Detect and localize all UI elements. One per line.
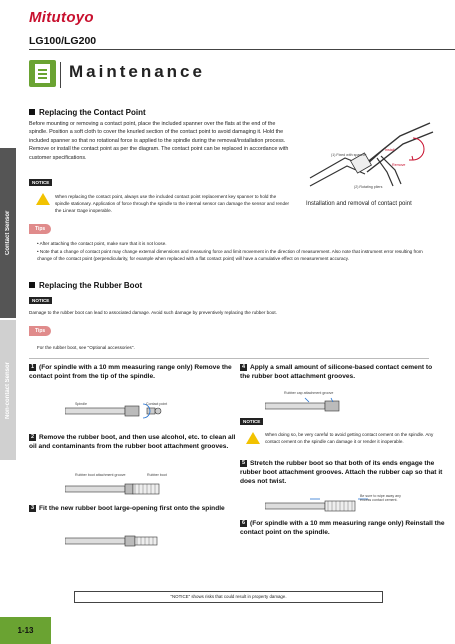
page-title: Maintenance — [69, 62, 205, 81]
step-5: 5 Stretch the rubber boot so that both of its ends engage the rubber boot attachment grooves. Attach the rubber cap so that it does not twist. — [240, 460, 443, 485]
step-4: 4 Apply a small amount of silicone-based contact cement to the rubber boot attachment grooves. — [240, 364, 433, 380]
side-tab-noncontact-sensor — [0, 320, 16, 460]
title-divider — [60, 62, 61, 88]
boot-notice-text: Damage to the rubber boot can lead to associated damage. Avoid such damage by preventively replacing the rubber boot. — [29, 310, 277, 315]
step-3: 3 Fit the new rubber boot large-opening first onto the spindle — [30, 505, 225, 512]
step-2: 2 Remove the rubber boot, and then use alcohol, etc. to clean all oil and contaminants from the rubber boot attachment grooves. — [29, 434, 236, 450]
notice-badge: NOTICE — [29, 297, 52, 304]
diagram-caption: Installation and removal of contact point — [306, 201, 412, 207]
figure-rubber-boot — [65, 478, 185, 500]
warning-icon — [36, 193, 50, 205]
figure-label-contact-point: Contact point — [146, 402, 168, 406]
page-number: 1-13 — [0, 617, 51, 644]
side-tab-label: Contact Sensor — [5, 210, 11, 256]
figure-cement-grooves — [265, 396, 385, 416]
step-1: 1 (For spindle with a 10 mm measuring range only) Remove the contact point from the tip of the spindle. — [29, 364, 232, 380]
boot-notice2-text: When doing so, be very careful to avoid getting contact cement on the spindle. Any contact cement on the spindle can damage it or render it inoperable. — [265, 432, 434, 445]
contact-notice-text: When replacing the contact point, always use the included contact point replacement key spanner to hold the spindle stationary. Application of force through the spindle to the internal sensor can damage the sensor and render the Linear Gage inoperable. — [55, 194, 290, 214]
figure-label-groove: Rubber boot attachment groove — [75, 473, 126, 477]
tips-badge: Tips — [29, 224, 51, 234]
notice-badge: NOTICE — [29, 179, 52, 186]
figure-label-spindle: Spindle — [75, 402, 87, 406]
side-tab-contact-sensor — [0, 148, 16, 318]
tip-item: For the rubber boot, see "Optional accessories". — [37, 345, 135, 350]
contact-point-diagram — [305, 118, 435, 212]
diagram-label-install: Install — [385, 148, 395, 152]
tip-item: • After attaching the contact point, make sure that it is not loose. — [37, 241, 167, 246]
footer-notice-note: "NOTICE" shows risks that could result in property damage. — [74, 591, 383, 603]
contact-intro-text: Before mounting or removing a contact point, place the included spanner over the flats at the end of the spindle. Position a soft cloth to cover the knurled section of the contact point to avoid damaging it. Hold the included spanner so that no rotational force is applied to the spindle during the removal/installation process. Remove or install the contact point as per the diagram. The contact point can be replaced in accordance with customer specifications. — [29, 121, 289, 161]
brand-logo: Mitutoyo — [29, 9, 94, 26]
figure-note-wipe: Be sure to wipe away any excess contact cement. — [360, 494, 401, 502]
diagram-label-remove: Remove — [392, 163, 406, 167]
tip-item: • Note that a change of contact point may change external dimensions and measuring force and limit movement in the direction of measurement. Also note that instrument error resulting from change of the contact point (perpendicularity, for example when replaced with a flat contact point) will have a cumulative effect on measurement accuracy. — [37, 249, 423, 262]
figure-label-rubber-boot: Rubber boot — [147, 473, 167, 477]
figure-fit-boot — [65, 530, 185, 552]
model-title: LG100/LG200 — [29, 35, 97, 47]
section-heading-contact-point: Replacing the Contact Point — [29, 108, 146, 117]
diagram-label-fixed: (1) Fixed with spanner — [331, 153, 367, 157]
side-tab-label: Non-contact Sensor — [5, 361, 11, 419]
step-6: 6 (For spindle with a 10 mm measuring range only) Reinstall the contact point on the spindle. — [240, 520, 445, 536]
section-divider — [29, 358, 429, 359]
figure-label-cap-groove: Rubber cap attachment groove — [284, 391, 334, 395]
warning-icon — [246, 432, 260, 444]
document-icon — [29, 60, 56, 87]
tips-badge: Tips — [29, 326, 51, 336]
diagram-label-pliers: (2) Rotating pliers — [354, 185, 383, 189]
header-rule — [29, 49, 455, 50]
section-heading-rubber-boot: Replacing the Rubber Boot — [29, 281, 142, 290]
notice-badge: NOTICE — [240, 418, 263, 425]
